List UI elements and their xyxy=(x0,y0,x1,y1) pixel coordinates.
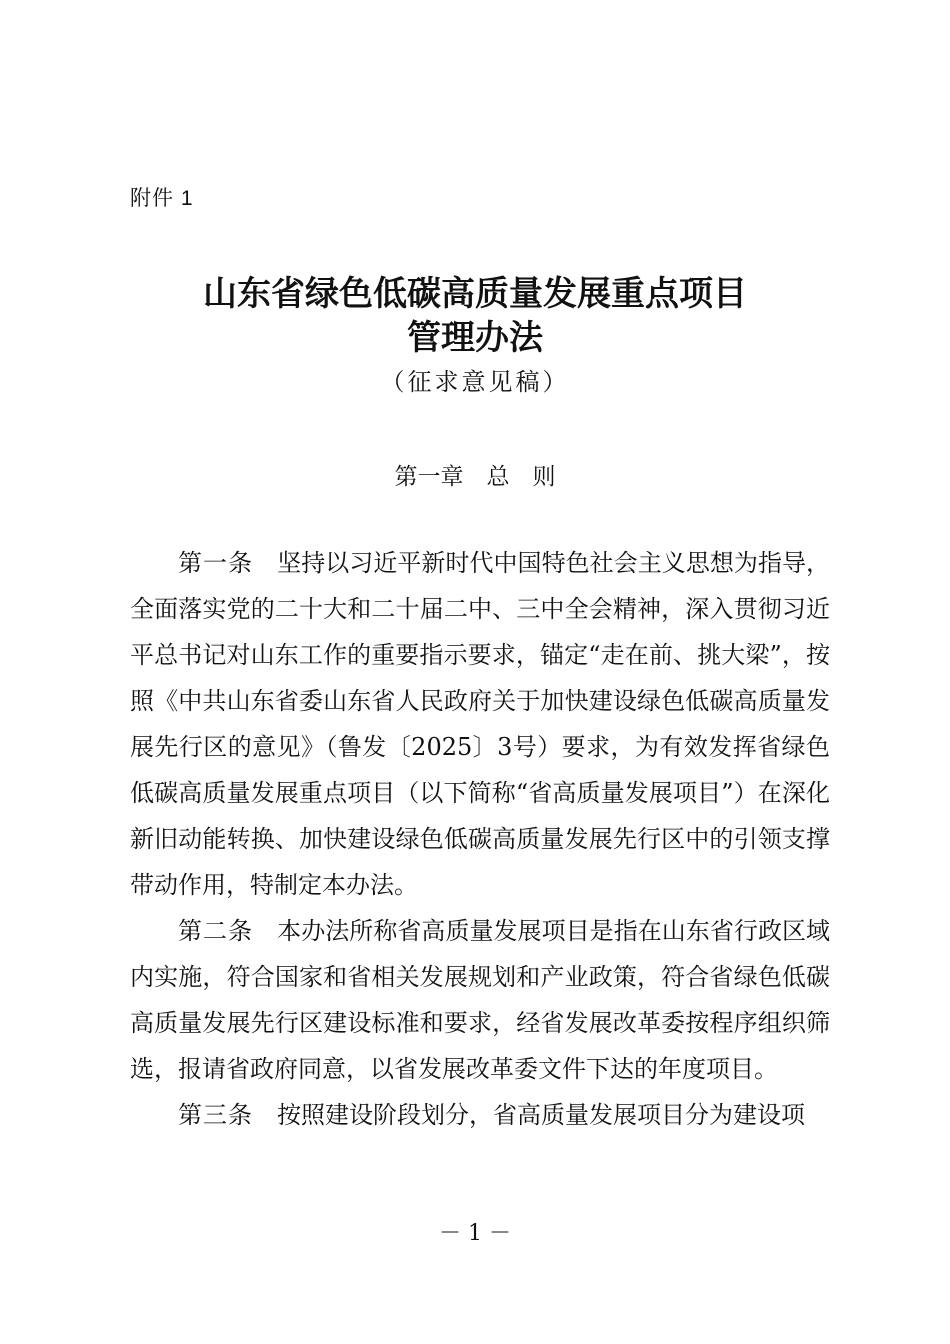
article-2-text: 本办法所称省高质量发展项目是指在山东省行政区域内实施，符合国家和省相关发展规划和产业政策，符合省绿色低碳高质量发展先行区建设标准和要求，经省发展改革委按程序组织筛选，报请省政府同意，以省发展改革委文件下达的年度项目。 xyxy=(130,917,831,1083)
page-number: － 1 － xyxy=(439,1221,511,1246)
chapter-heading: 第一章 总 则 xyxy=(394,464,556,490)
article-1 xyxy=(130,540,830,908)
document-subtitle: （征求意见稿） xyxy=(380,368,570,396)
article-2-heading: 第二条 xyxy=(178,917,254,945)
document-body xyxy=(130,540,830,1138)
article-1-heading: 第一条 xyxy=(178,549,254,577)
document-title-line1: 山东省绿色低碳高质量发展重点项目 xyxy=(203,274,747,314)
article-2 xyxy=(130,908,830,1092)
article-3-heading: 第三条 xyxy=(178,1101,253,1129)
article-3 xyxy=(130,1092,830,1138)
article-1-text: 坚持以习近平新时代中国特色社会主义思想为指导，全面落实党的二十大和二十届二中、三中全会精神，深入贯彻习近平总书记对山东工作的重要指示要求，锚定“走在前、挑大梁”，按照《中共山东省委山东省人民政府关于加快建设绿色低碳高质量发展先行区的意见》（鲁发〔2025〕3号）要求，为有效发挥省绿色低碳高质量发展重点项目（以下简称“省高质量发展项目”）在深化新旧动能转换、加快建设绿色低碳高质量发展先行区中的引领支撑带动作用，特制定本办法。 xyxy=(130,549,831,899)
document-title-line2: 管理办法 xyxy=(407,318,543,358)
attachment-label: 附件 1 xyxy=(130,187,194,210)
article-3-text: 按照建设阶段划分，省高质量发展项目分为建设项 xyxy=(277,1101,805,1129)
